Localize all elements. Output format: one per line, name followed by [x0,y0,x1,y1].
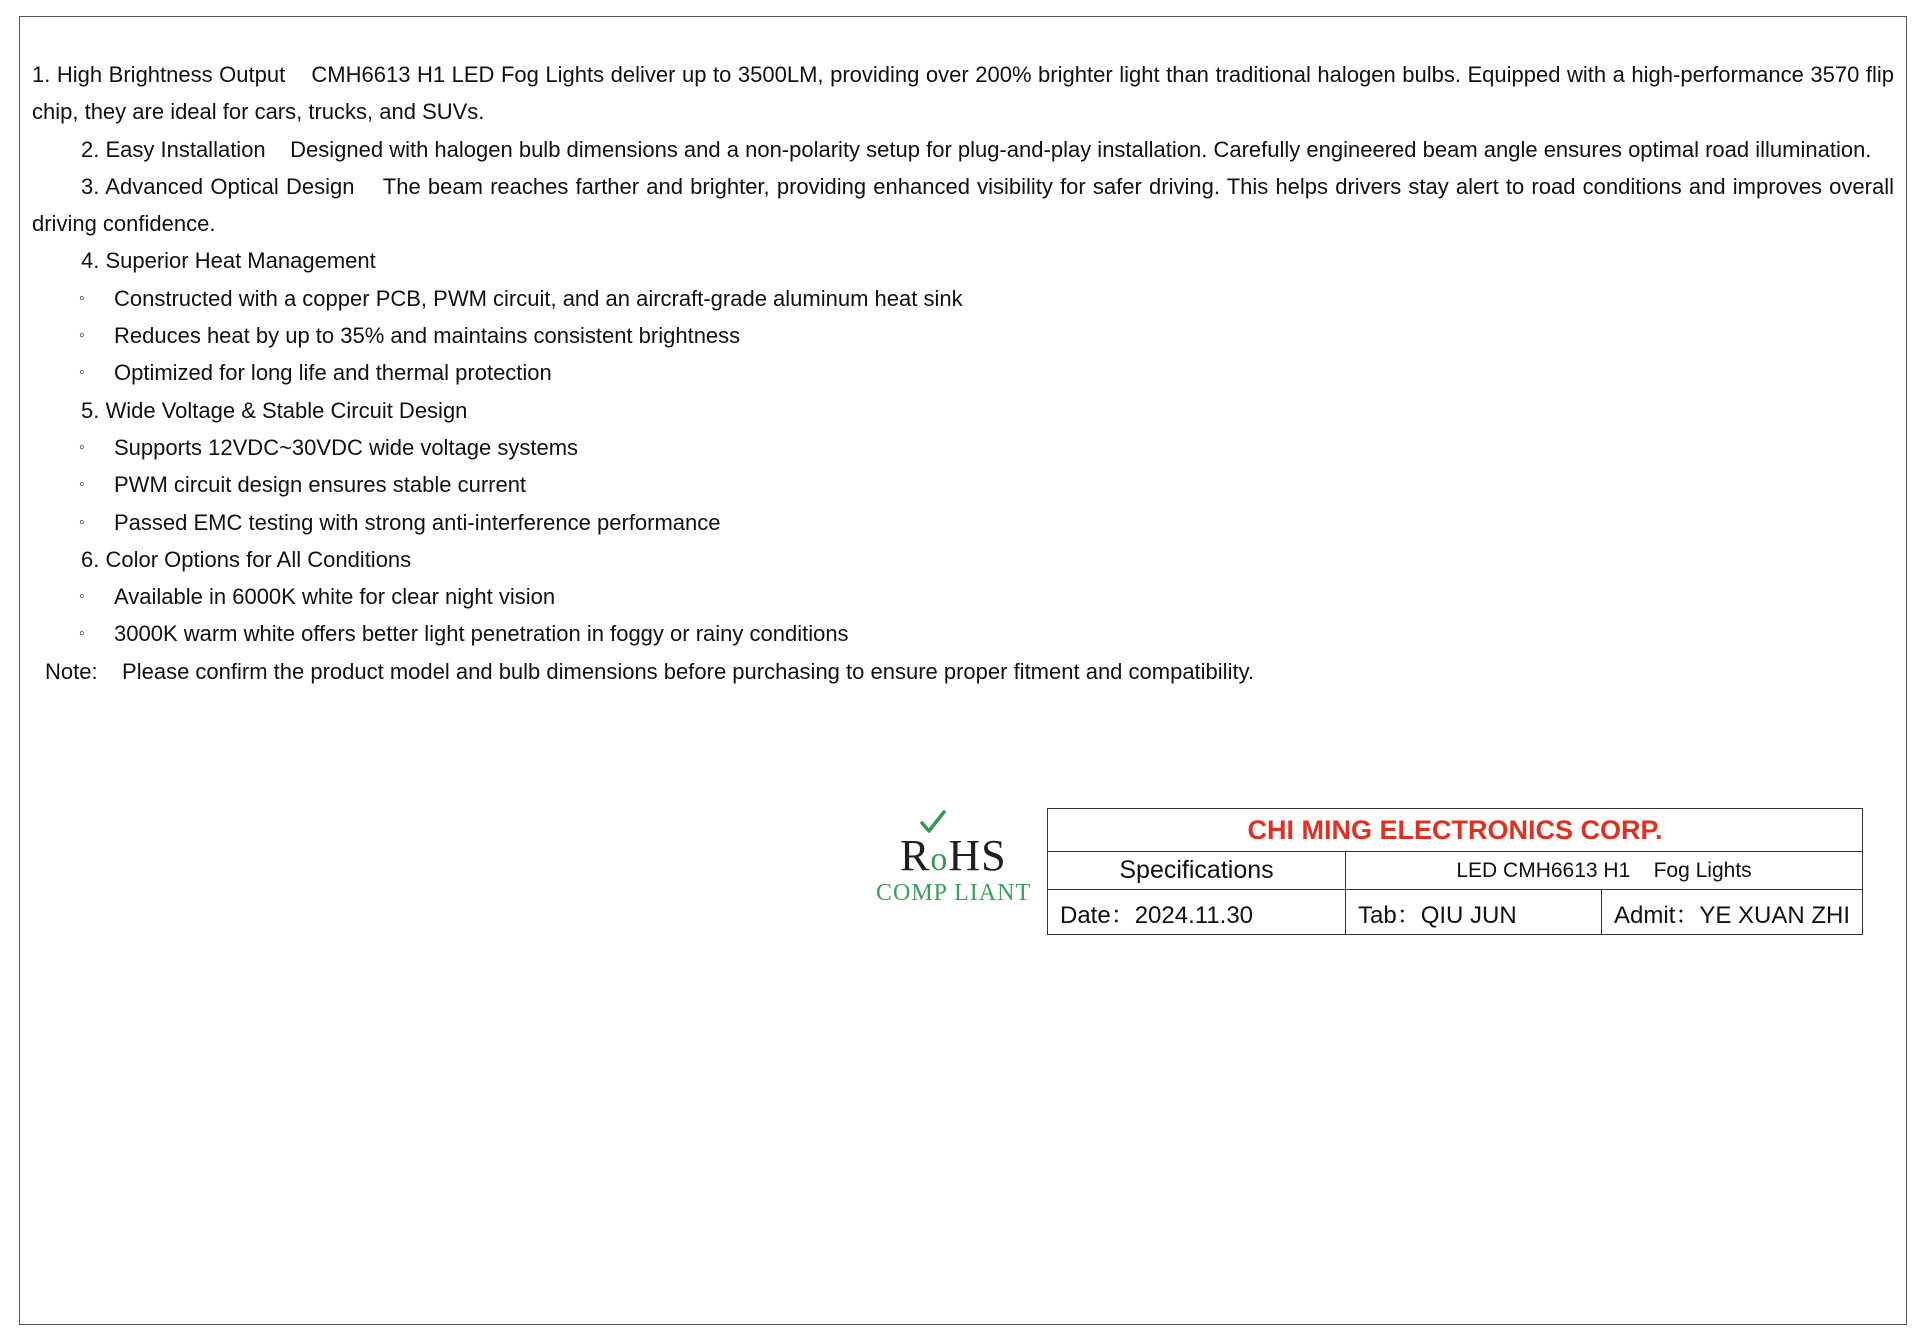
list-item-text: Supports 12VDC~30VDC wide voltage systems [114,434,579,460]
list-item-text: 3000K warm white offers better light penetration in foggy or rainy conditions [114,621,849,647]
list-item [32,317,1894,354]
list-item [32,280,1894,317]
section-high-brightness [32,56,1894,131]
date-cell: Date：2024.11.30 [1048,890,1346,935]
list-item [32,615,1894,652]
section-heading: 3. Advanced Optical Design [81,173,355,199]
list-item-text: Optimized for long life and thermal protection [114,360,552,386]
bullet-marker: ◦ [79,327,85,345]
list-item [32,354,1894,391]
list-item-text: Passed EMC testing with strong anti-interference performance [114,509,721,535]
section-heading: 2. Easy Installation [81,136,266,162]
section-heading-heat: 4. Superior Heat Management [81,248,376,274]
company-name: CHI MING ELECTRONICS CORP. [1048,809,1863,852]
note-label: Note: [45,658,98,684]
rohs-compliant-logo [866,810,1032,910]
list-item-text: Constructed with a copper PCB, PWM circuit, and an aircraft-grade aluminum heat sink [114,285,963,311]
bullet-marker: ◦ [79,588,85,606]
list-item-text: PWM circuit design ensures stable current [114,472,527,498]
product-type: Fog Lights [1653,858,1752,882]
bullet-marker: ◦ [79,476,85,494]
bullet-marker: ◦ [79,364,85,382]
section-text: The beam reaches farther and brighter, providing enhanced visibility for safer driving. This helps drivers stay alert to road conditions and improves overall driving confidence. [32,173,1894,237]
section-heading-color: 6. Color Options for All Conditions [81,546,412,572]
admit-cell: Admit：YE XUAN ZHI [1602,890,1863,935]
bullet-marker: ◦ [79,438,85,456]
model-code: LED CMH6613 H1 [1456,858,1631,882]
list-item-text: Available in 6000K white for clear night vision [114,584,556,610]
product-model [1346,852,1863,890]
section-heading-voltage: 5. Wide Voltage & Stable Circuit Design [81,397,468,423]
tab-cell: Tab：QIU JUN [1346,890,1602,935]
note-text: Please confirm the product model and bulb dimensions before purchasing to ensure proper fitment and compatibility. [122,658,1255,684]
specification-table [1047,808,1863,935]
section-text: Designed with halogen bulb dimensions and a non-polarity setup for plug-and-play installation. Carefully engineered beam angle ensures optimal road illumination. [290,136,1872,162]
specifications-label: Specifications [1048,852,1346,890]
section-text: CMH6613 H1 LED Fog Lights deliver up to 3500LM, providing over 200% brighter light than traditional halogen bulbs. Equipped with a high-performance 3570 flip chip, they are ideal for cars, trucks, and SUVs. [32,62,1895,125]
note [32,653,1894,690]
list-item [32,429,1894,466]
rohs-subtitle: COMP LIANT [876,880,1032,906]
list-item [32,504,1894,541]
rohs-word: RoHS [900,831,1007,880]
product-description [32,56,1894,690]
section-heading: 1. High Brightness Output [32,62,286,87]
list-item [32,578,1894,615]
bullet-marker: ◦ [79,289,85,307]
list-item [32,466,1894,503]
bullet-marker: ◦ [79,625,85,643]
section-optical-design [32,168,1894,243]
list-item-text: Reduces heat by up to 35% and maintains consistent brightness [114,323,741,349]
bullet-marker: ◦ [79,513,85,531]
section-easy-installation [32,131,1894,168]
